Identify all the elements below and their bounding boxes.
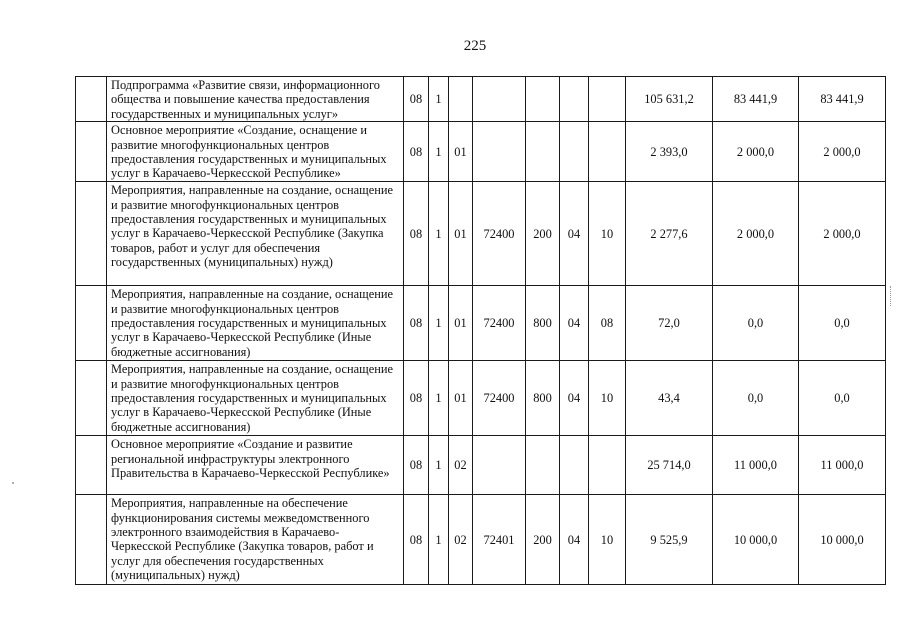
subsection-code xyxy=(589,122,626,182)
row-name: Основное мероприятие «Создание, оснащение и развитие многофункциональных центров предоставления государственных и муниципальных услуг в Карачаево-Черкесской Республике» xyxy=(107,122,404,182)
section-code xyxy=(560,436,589,495)
section-code: 04 xyxy=(560,495,589,585)
expense-type-code: 800 xyxy=(526,286,560,361)
row-name: Мероприятия, направленные на создание, оснащение и развитие многофункциональных центров предоставления государственных и муниципальных услуг в Карачаево-Черкесской Республике (Закупка товаров, работ и услуг для обеспечения государственных (муниципальных) нужд) xyxy=(107,182,404,286)
table-row xyxy=(76,436,886,495)
subprogram-code: 1 xyxy=(429,286,449,361)
row-number-cell xyxy=(76,286,107,361)
section-code: 04 xyxy=(560,286,589,361)
row-name: Мероприятия, направленные на создание, оснащение и развитие многофункциональных центров предоставления государственных и муниципальных услуг в Карачаево-Черкесской Республике (Иные бюджетные ассигнования) xyxy=(107,361,404,436)
amount-year-2: 2 000,0 xyxy=(713,122,799,182)
table-row xyxy=(76,286,886,361)
section-code xyxy=(560,122,589,182)
activity-code xyxy=(449,77,473,122)
row-name: Основное мероприятие «Создание и развитие региональной инфраструктуры электронного Правительства в Карачаево-Черкесской Республике» xyxy=(107,436,404,495)
subprogram-code: 1 xyxy=(429,182,449,286)
amount-year-1: 43,4 xyxy=(626,361,713,436)
amount-year-1: 105 631,2 xyxy=(626,77,713,122)
direction-code: 72401 xyxy=(473,495,526,585)
gp-code: 08 xyxy=(404,286,429,361)
subprogram-code: 1 xyxy=(429,495,449,585)
activity-code: 01 xyxy=(449,122,473,182)
table-row xyxy=(76,122,886,182)
gp-code: 08 xyxy=(404,122,429,182)
expense-type-code xyxy=(526,436,560,495)
row-number-cell xyxy=(76,495,107,585)
amount-year-3: 0,0 xyxy=(799,361,886,436)
subsection-code xyxy=(589,77,626,122)
amount-year-3: 83 441,9 xyxy=(799,77,886,122)
subprogram-code: 1 xyxy=(429,436,449,495)
amount-year-1: 2 277,6 xyxy=(626,182,713,286)
amount-year-3: 0,0 xyxy=(799,286,886,361)
amount-year-2: 0,0 xyxy=(713,361,799,436)
activity-code: 01 xyxy=(449,286,473,361)
expense-type-code: 200 xyxy=(526,182,560,286)
activity-code: 02 xyxy=(449,495,473,585)
scan-artifact xyxy=(12,482,14,484)
amount-year-2: 83 441,9 xyxy=(713,77,799,122)
direction-code xyxy=(473,436,526,495)
subsection-code xyxy=(589,436,626,495)
table-row xyxy=(76,361,886,436)
table-row xyxy=(76,77,886,122)
amount-year-2: 10 000,0 xyxy=(713,495,799,585)
table-row xyxy=(76,495,886,585)
subprogram-code: 1 xyxy=(429,77,449,122)
row-number-cell xyxy=(76,122,107,182)
row-number-cell xyxy=(76,361,107,436)
activity-code: 01 xyxy=(449,361,473,436)
row-number-cell xyxy=(76,182,107,286)
expense-type-code xyxy=(526,77,560,122)
amount-year-3: 11 000,0 xyxy=(799,436,886,495)
expense-type-code xyxy=(526,122,560,182)
row-name: Мероприятия, направленные на создание, оснащение и развитие многофункциональных центров предоставления государственных и муниципальных услуг в Карачаево-Черкесской Республике (Иные бюджетные ассигнования) xyxy=(107,286,404,361)
expense-type-code: 800 xyxy=(526,361,560,436)
gp-code: 08 xyxy=(404,182,429,286)
row-number-cell xyxy=(76,436,107,495)
direction-code: 72400 xyxy=(473,182,526,286)
subsection-code: 10 xyxy=(589,361,626,436)
activity-code: 02 xyxy=(449,436,473,495)
amount-year-1: 25 714,0 xyxy=(626,436,713,495)
section-code: 04 xyxy=(560,182,589,286)
amount-year-1: 9 525,9 xyxy=(626,495,713,585)
row-name: Мероприятия, направленные на обеспечение функционирования системы межведомственного электронного взаимодействия в Карачаево-Черкесской Республике (Закупка товаров, работ и услуг для обеспечения государственных (муниципальных) нужд) xyxy=(107,495,404,585)
section-code xyxy=(560,77,589,122)
row-name: Подпрограмма «Развитие связи, информационного общества и повышение качества предоставления государственных и муниципальных услуг» xyxy=(107,77,404,122)
amount-year-3: 10 000,0 xyxy=(799,495,886,585)
gp-code: 08 xyxy=(404,436,429,495)
activity-code: 01 xyxy=(449,182,473,286)
section-code: 04 xyxy=(560,361,589,436)
expense-type-code: 200 xyxy=(526,495,560,585)
amount-year-2: 2 000,0 xyxy=(713,182,799,286)
table-row xyxy=(76,182,886,286)
subprogram-code: 1 xyxy=(429,361,449,436)
budget-table xyxy=(75,76,886,585)
direction-code xyxy=(473,122,526,182)
subprogram-code: 1 xyxy=(429,122,449,182)
amount-year-1: 72,0 xyxy=(626,286,713,361)
amount-year-3: 2 000,0 xyxy=(799,122,886,182)
row-number-cell xyxy=(76,77,107,122)
direction-code: 72400 xyxy=(473,361,526,436)
gp-code: 08 xyxy=(404,495,429,585)
subsection-code: 08 xyxy=(589,286,626,361)
page-number: 225 xyxy=(463,38,487,54)
amount-year-1: 2 393,0 xyxy=(626,122,713,182)
subsection-code: 10 xyxy=(589,495,626,585)
amount-year-2: 0,0 xyxy=(713,286,799,361)
subsection-code: 10 xyxy=(589,182,626,286)
gp-code: 08 xyxy=(404,77,429,122)
amount-year-2: 11 000,0 xyxy=(713,436,799,495)
amount-year-3: 2 000,0 xyxy=(799,182,886,286)
direction-code: 72400 xyxy=(473,286,526,361)
gp-code: 08 xyxy=(404,361,429,436)
direction-code xyxy=(473,77,526,122)
scan-artifact xyxy=(890,286,894,306)
